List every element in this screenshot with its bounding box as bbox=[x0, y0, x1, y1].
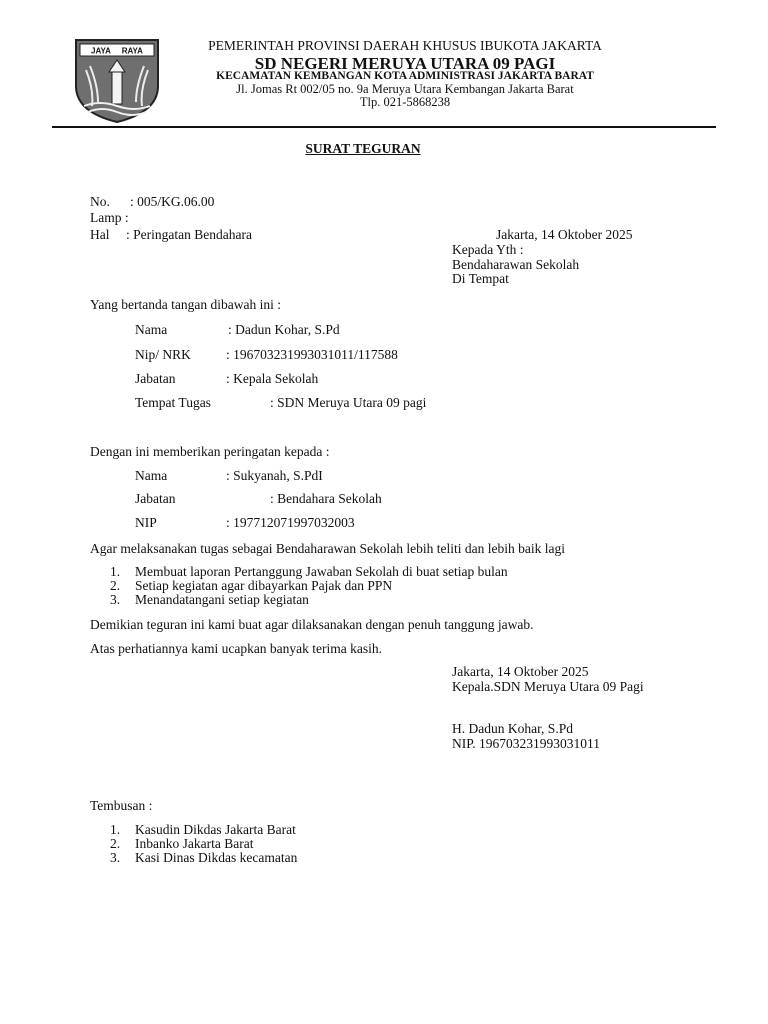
header-school-name: SD NEGERI MERUYA UTARA 09 PAGI bbox=[254, 54, 556, 73]
recipient-greeting: Kepada Yth : bbox=[452, 242, 524, 257]
list-item-text: Inbanko Jakarta Barat bbox=[135, 836, 254, 851]
recipient-place: Di Tempat bbox=[452, 271, 509, 286]
list-item-number: 2. bbox=[110, 836, 121, 851]
list-item-number: 3. bbox=[110, 592, 121, 607]
warning-intro: Dengan ini memberikan peringatan kepada : bbox=[90, 444, 330, 459]
list-item-text: Membuat laporan Pertanggung Jawaban Sekolah di buat setiap bulan bbox=[135, 564, 508, 579]
letter-number-value: : 005/KG.06.00 bbox=[130, 194, 215, 209]
signature-nip: NIP. 196703231993031011 bbox=[452, 736, 601, 751]
subject-label: Hal bbox=[90, 227, 110, 242]
letter-number-label: No. bbox=[90, 194, 110, 209]
target-name-value: : Sukyanah, S.PdI bbox=[226, 468, 323, 483]
letter-date: Jakarta, 14 Oktober 2025 bbox=[496, 227, 633, 242]
target-position-label: Jabatan bbox=[135, 491, 176, 506]
signature-office: Kepala.SDN Meruya Utara 09 Pagi bbox=[452, 679, 644, 694]
list-item bbox=[110, 851, 297, 865]
header-address: Jl. Jomas Rt 002/05 no. 9a Meruya Utara Kembangan Jakarta Barat bbox=[236, 82, 574, 96]
document-title: SURAT TEGURAN bbox=[305, 141, 421, 156]
svg-text:JAYA RAYA: JAYA RAYA bbox=[91, 46, 143, 56]
instruction-text: Agar melaksanakan tugas sebagai Bendaharawan Sekolah lebih teliti dan lebih baik lagi bbox=[90, 541, 565, 556]
list-item-text: Kasi Dinas Dikdas kecamatan bbox=[135, 850, 298, 865]
list-item bbox=[110, 579, 508, 593]
target-nip-label: NIP bbox=[135, 515, 157, 530]
list-item-text: Menandatangani setiap kegiatan bbox=[135, 592, 309, 607]
list-item-number: 3. bbox=[110, 850, 121, 865]
list-item bbox=[110, 565, 508, 579]
list-item bbox=[110, 837, 297, 851]
target-position-value: : Bendahara Sekolah bbox=[270, 491, 382, 506]
cc-label: Tembusan : bbox=[90, 798, 153, 813]
list-item bbox=[110, 823, 297, 837]
signer-intro: Yang bertanda tangan dibawah ini : bbox=[90, 297, 281, 312]
signer-nip-value: : 196703231993031011/117588 bbox=[226, 347, 398, 362]
signature-date: Jakarta, 14 Oktober 2025 bbox=[452, 664, 589, 679]
header-government-line: PEMERINTAH PROVINSI DAERAH KHUSUS IBUKOTA JAKARTA bbox=[208, 38, 602, 53]
signer-name-label: Nama bbox=[135, 322, 168, 337]
cc-list bbox=[110, 823, 297, 865]
target-name-label: Nama bbox=[135, 468, 168, 483]
signer-position-value: : Kepala Sekolah bbox=[226, 371, 319, 386]
signer-position-label: Jabatan bbox=[135, 371, 176, 386]
list-item-number: 2. bbox=[110, 578, 121, 593]
closing-thanks: Atas perhatiannya kami ucapkan banyak terima kasih. bbox=[90, 641, 383, 656]
list-item-number: 1. bbox=[110, 822, 121, 837]
jakarta-crest-logo bbox=[72, 36, 162, 124]
task-list bbox=[110, 565, 508, 607]
target-nip-value: : 197712071997032003 bbox=[226, 515, 355, 530]
attachment-label: Lamp : bbox=[90, 210, 129, 225]
list-item-text: Kasudin Dikdas Jakarta Barat bbox=[135, 822, 296, 837]
recipient-name: Bendaharawan Sekolah bbox=[452, 257, 580, 272]
list-item bbox=[110, 593, 508, 607]
signer-name-value: : Dadun Kohar, S.Pd bbox=[228, 322, 340, 337]
list-item-number: 1. bbox=[110, 564, 121, 579]
closing-statement: Demikian teguran ini kami buat agar dilaksanakan dengan penuh tanggung jawab. bbox=[90, 617, 534, 632]
list-item-text: Setiap kegiatan agar dibayarkan Pajak dan PPN bbox=[135, 578, 393, 593]
header-divider bbox=[52, 126, 716, 128]
signature-name: H. Dadun Kohar, S.Pd bbox=[452, 721, 573, 736]
subject-value: : Peringatan Bendahara bbox=[126, 227, 252, 242]
signer-location-value: : SDN Meruya Utara 09 pagi bbox=[270, 395, 427, 410]
header-district-line: KECAMATAN KEMBANGAN KOTA ADMINISTRASI JAKARTA BARAT bbox=[216, 70, 594, 82]
signer-location-label: Tempat Tugas bbox=[135, 395, 211, 410]
signer-nip-label: Nip/ NRK bbox=[135, 347, 191, 362]
header-phone: Tlp. 021-5868238 bbox=[359, 95, 451, 109]
